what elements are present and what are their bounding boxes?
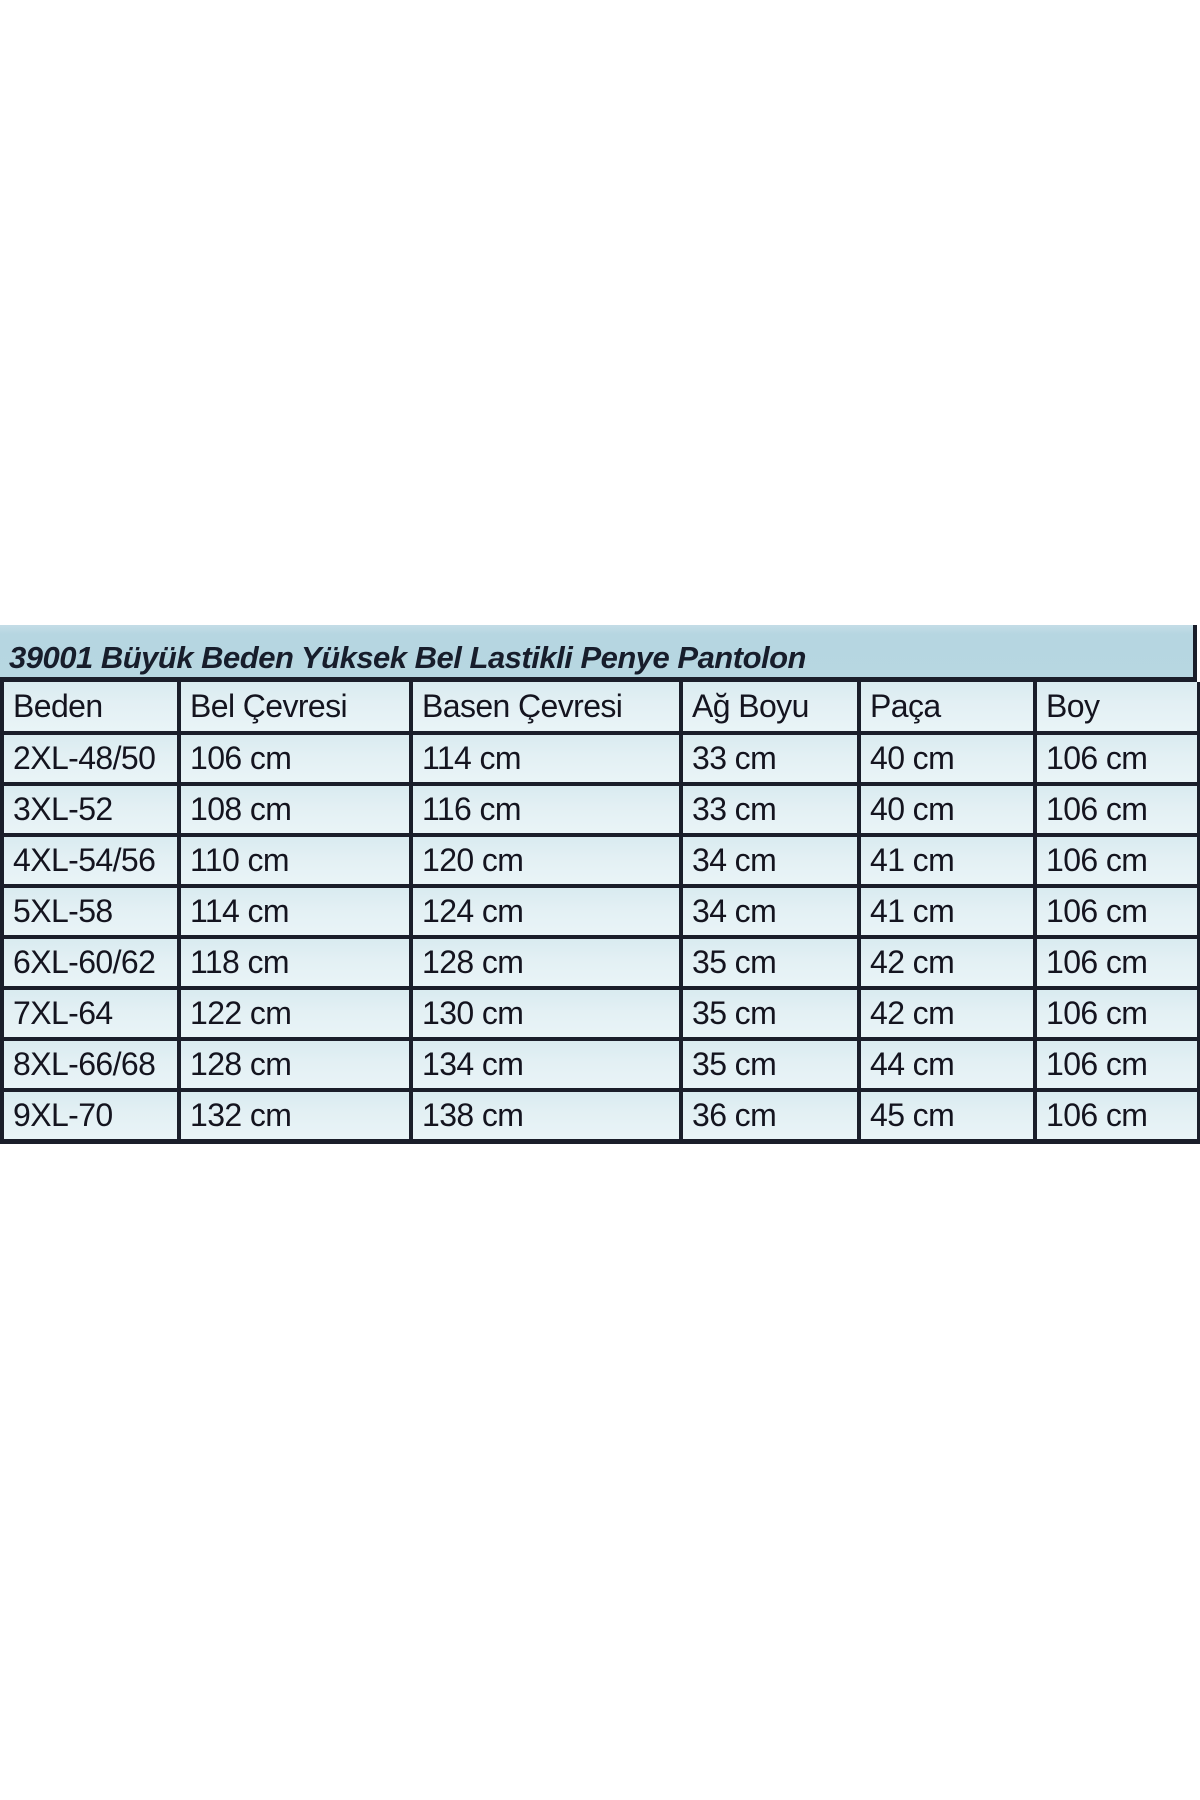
measurement-cell: 106 cm bbox=[1035, 784, 1199, 835]
measurement-cell: 45 cm bbox=[859, 1090, 1035, 1141]
measurement-cell: 33 cm bbox=[681, 733, 859, 784]
measurement-cell: 35 cm bbox=[681, 988, 859, 1039]
measurement-cell: 114 cm bbox=[411, 733, 681, 784]
measurement-cell: 106 cm bbox=[1035, 733, 1199, 784]
size-table bbox=[0, 682, 1200, 1144]
measurement-cell: 106 cm bbox=[1035, 835, 1199, 886]
measurement-cell: 34 cm bbox=[681, 835, 859, 886]
measurement-cell: 44 cm bbox=[859, 1039, 1035, 1090]
size-label-cell: 9XL-70 bbox=[2, 1090, 179, 1141]
table-row bbox=[2, 784, 1199, 835]
size-label-cell: 7XL-64 bbox=[2, 988, 179, 1039]
column-header: Beden bbox=[2, 682, 179, 733]
measurement-cell: 33 cm bbox=[681, 784, 859, 835]
table-row bbox=[2, 937, 1199, 988]
measurement-cell: 120 cm bbox=[411, 835, 681, 886]
measurement-cell: 130 cm bbox=[411, 988, 681, 1039]
table-row bbox=[2, 1090, 1199, 1141]
measurement-cell: 40 cm bbox=[859, 784, 1035, 835]
table-row bbox=[2, 733, 1199, 784]
measurement-cell: 106 cm bbox=[1035, 1090, 1199, 1141]
measurement-cell: 42 cm bbox=[859, 937, 1035, 988]
measurement-cell: 41 cm bbox=[859, 886, 1035, 937]
size-label-cell: 2XL-48/50 bbox=[2, 733, 179, 784]
measurement-cell: 128 cm bbox=[411, 937, 681, 988]
measurement-cell: 122 cm bbox=[179, 988, 411, 1039]
size-label-cell: 3XL-52 bbox=[2, 784, 179, 835]
measurement-cell: 114 cm bbox=[179, 886, 411, 937]
column-header: Ağ Boyu bbox=[681, 682, 859, 733]
measurement-cell: 124 cm bbox=[411, 886, 681, 937]
measurement-cell: 34 cm bbox=[681, 886, 859, 937]
column-header: Basen Çevresi bbox=[411, 682, 681, 733]
column-header: Paça bbox=[859, 682, 1035, 733]
measurement-cell: 35 cm bbox=[681, 937, 859, 988]
measurement-cell: 35 cm bbox=[681, 1039, 859, 1090]
measurement-cell: 108 cm bbox=[179, 784, 411, 835]
measurement-cell: 118 cm bbox=[179, 937, 411, 988]
measurement-cell: 110 cm bbox=[179, 835, 411, 886]
header-row bbox=[2, 682, 1199, 733]
measurement-cell: 41 cm bbox=[859, 835, 1035, 886]
measurement-cell: 106 cm bbox=[1035, 937, 1199, 988]
measurement-cell: 40 cm bbox=[859, 733, 1035, 784]
table-row bbox=[2, 886, 1199, 937]
measurement-cell: 106 cm bbox=[1035, 886, 1199, 937]
column-header: Bel Çevresi bbox=[179, 682, 411, 733]
size-label-cell: 5XL-58 bbox=[2, 886, 179, 937]
measurement-cell: 36 cm bbox=[681, 1090, 859, 1141]
size-chart-title: 39001 Büyük Beden Yüksek Bel Lastikli Penye Pantolon bbox=[0, 625, 1197, 682]
table-row bbox=[2, 988, 1199, 1039]
size-chart bbox=[0, 625, 1198, 1144]
measurement-cell: 106 cm bbox=[179, 733, 411, 784]
measurement-cell: 116 cm bbox=[411, 784, 681, 835]
size-label-cell: 6XL-60/62 bbox=[2, 937, 179, 988]
measurement-cell: 138 cm bbox=[411, 1090, 681, 1141]
column-header: Boy bbox=[1035, 682, 1199, 733]
table-row bbox=[2, 835, 1199, 886]
size-label-cell: 4XL-54/56 bbox=[2, 835, 179, 886]
measurement-cell: 106 cm bbox=[1035, 988, 1199, 1039]
size-label-cell: 8XL-66/68 bbox=[2, 1039, 179, 1090]
measurement-cell: 132 cm bbox=[179, 1090, 411, 1141]
table-row bbox=[2, 1039, 1199, 1090]
measurement-cell: 106 cm bbox=[1035, 1039, 1199, 1090]
measurement-cell: 128 cm bbox=[179, 1039, 411, 1090]
measurement-cell: 134 cm bbox=[411, 1039, 681, 1090]
measurement-cell: 42 cm bbox=[859, 988, 1035, 1039]
